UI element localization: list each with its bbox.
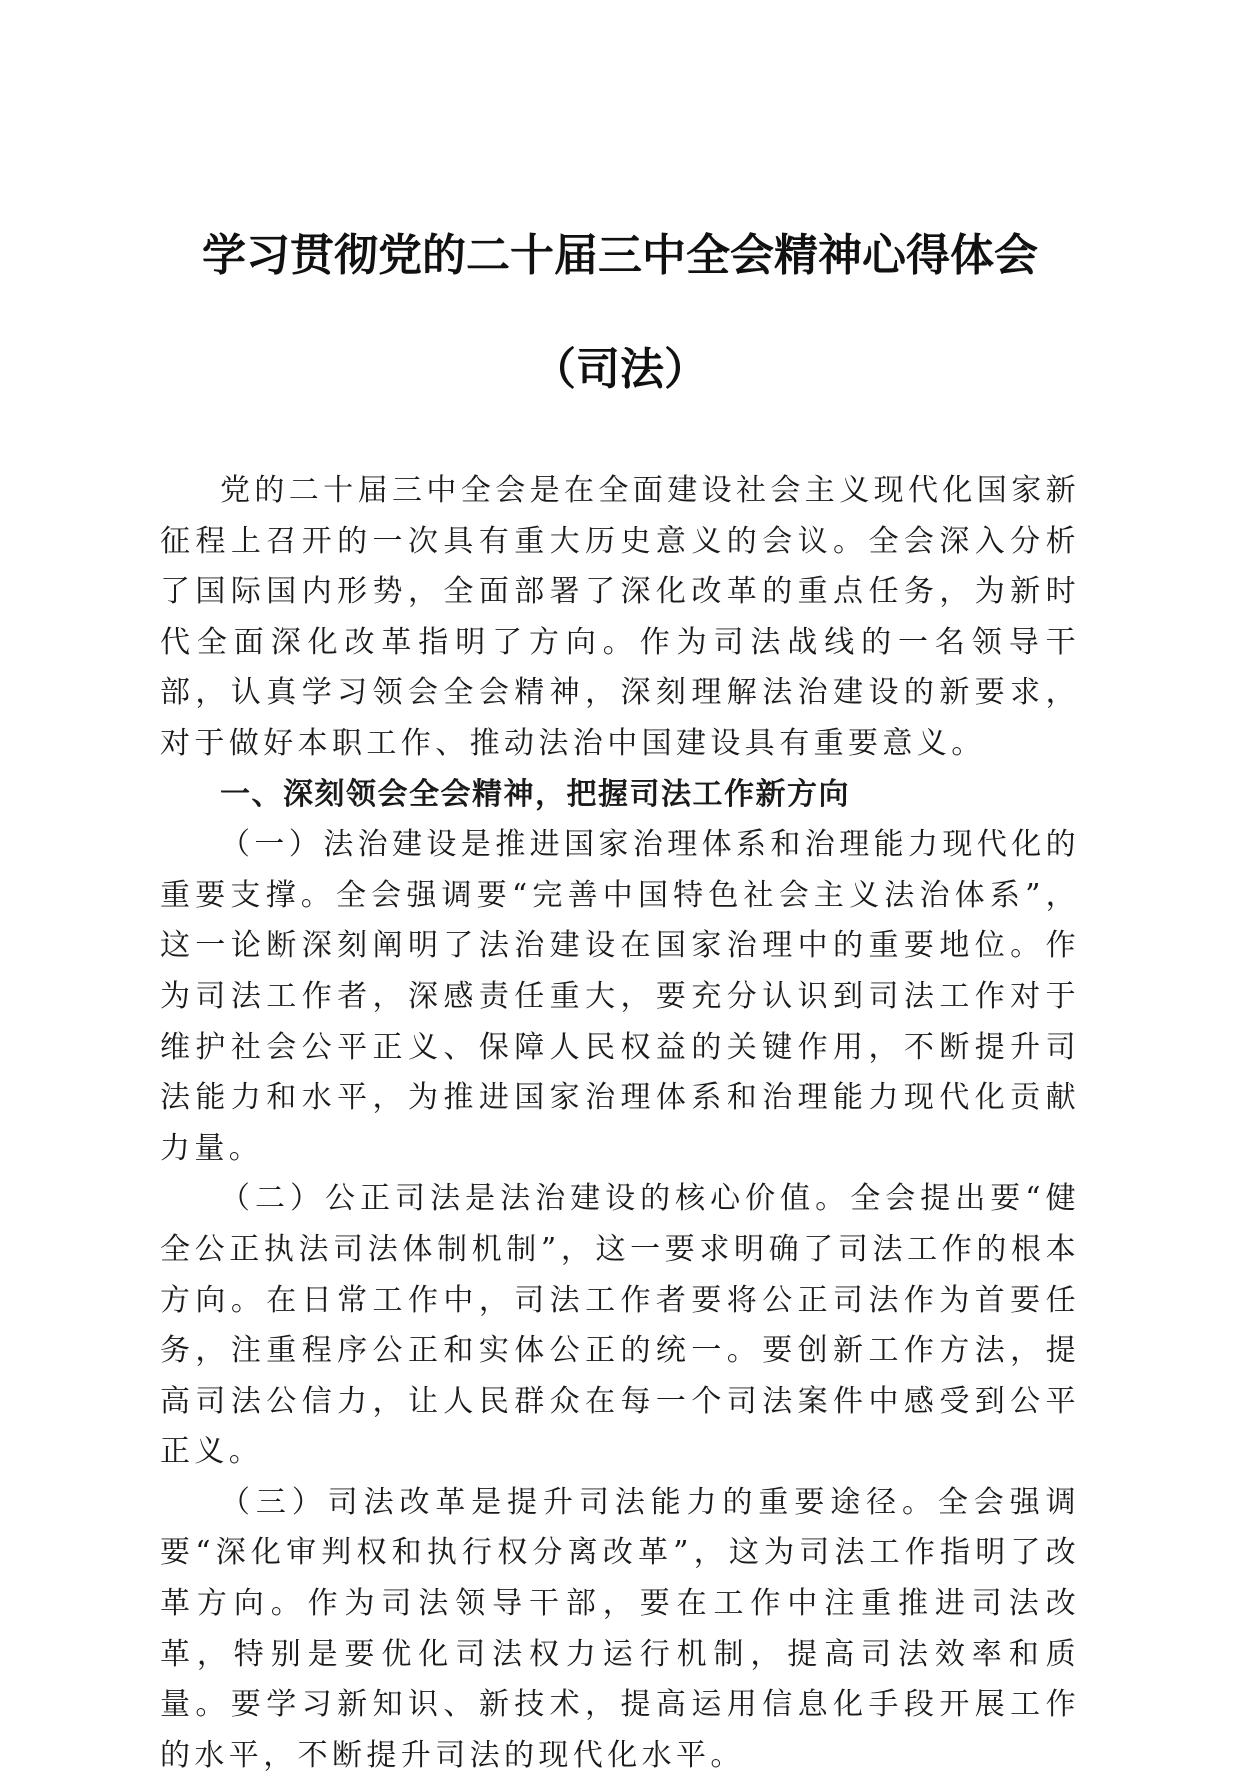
document-page	[160, 0, 1080, 1773]
document-body	[160, 466, 1080, 1781]
document-title: 学习贯彻党的二十届三中全会精神心得体会	[202, 230, 1038, 281]
document-subtitle: （司法）	[532, 344, 708, 395]
body-paragraph: （二）公正司法是法治建设的核心价值。全会提出要“健全公正执法司法体制机制”，这一要求明确了司法工作的根本方向。在日常工作中，司法工作者要将公正司法作为首要任务，注重程序公正和实体公正的统一。要创新工作方法，提高司法公信力，让人民群众在每一个司法案件中感受到公平正义。	[160, 1181, 1080, 1470]
intro-paragraph: 党的二十届三中全会是在全面建设社会主义现代化国家新征程上召开的一次具有重大历史意义的会议。全会深入分析了国际国内形势，全面部署了深化改革的重点任务，为新时代全面深化改革指明了方向。作为司法战线的一名领导干部，认真学习领会全会精神，深刻理解法治建设的新要求，对于做好本职工作、推动法治中国建设具有重要意义。	[160, 473, 1080, 761]
section-heading: 一、深刻领会全会精神，把握司法工作新方向	[220, 776, 850, 812]
body-paragraph: （三）司法改革是提升司法能力的重要途径。全会强调要“深化审判权和执行权分离改革”，这为司法工作指明了改革方向。作为司法领导干部，要在工作中注重推进司法改革，特别是要优化司法权力运行机制，提高司法效率和质量。要学习新知识、新技术，提高运用信息化手段开展工作的水平，不断提升司法的现代化水平。	[160, 1484, 1080, 1773]
body-paragraph: （一）法治建设是推进国家治理体系和治理能力现代化的重要支撑。全会强调要“完善中国特色社会主义法治体系”，这一论断深刻阐明了法治建设在国家治理中的重要地位。作为司法工作者，深感责任重大，要充分认识到司法工作对于维护社会公平正义、保障人民权益的关键作用，不断提升司法能力和水平，为推进国家治理体系和治理能力现代化贡献力量。	[160, 827, 1080, 1166]
